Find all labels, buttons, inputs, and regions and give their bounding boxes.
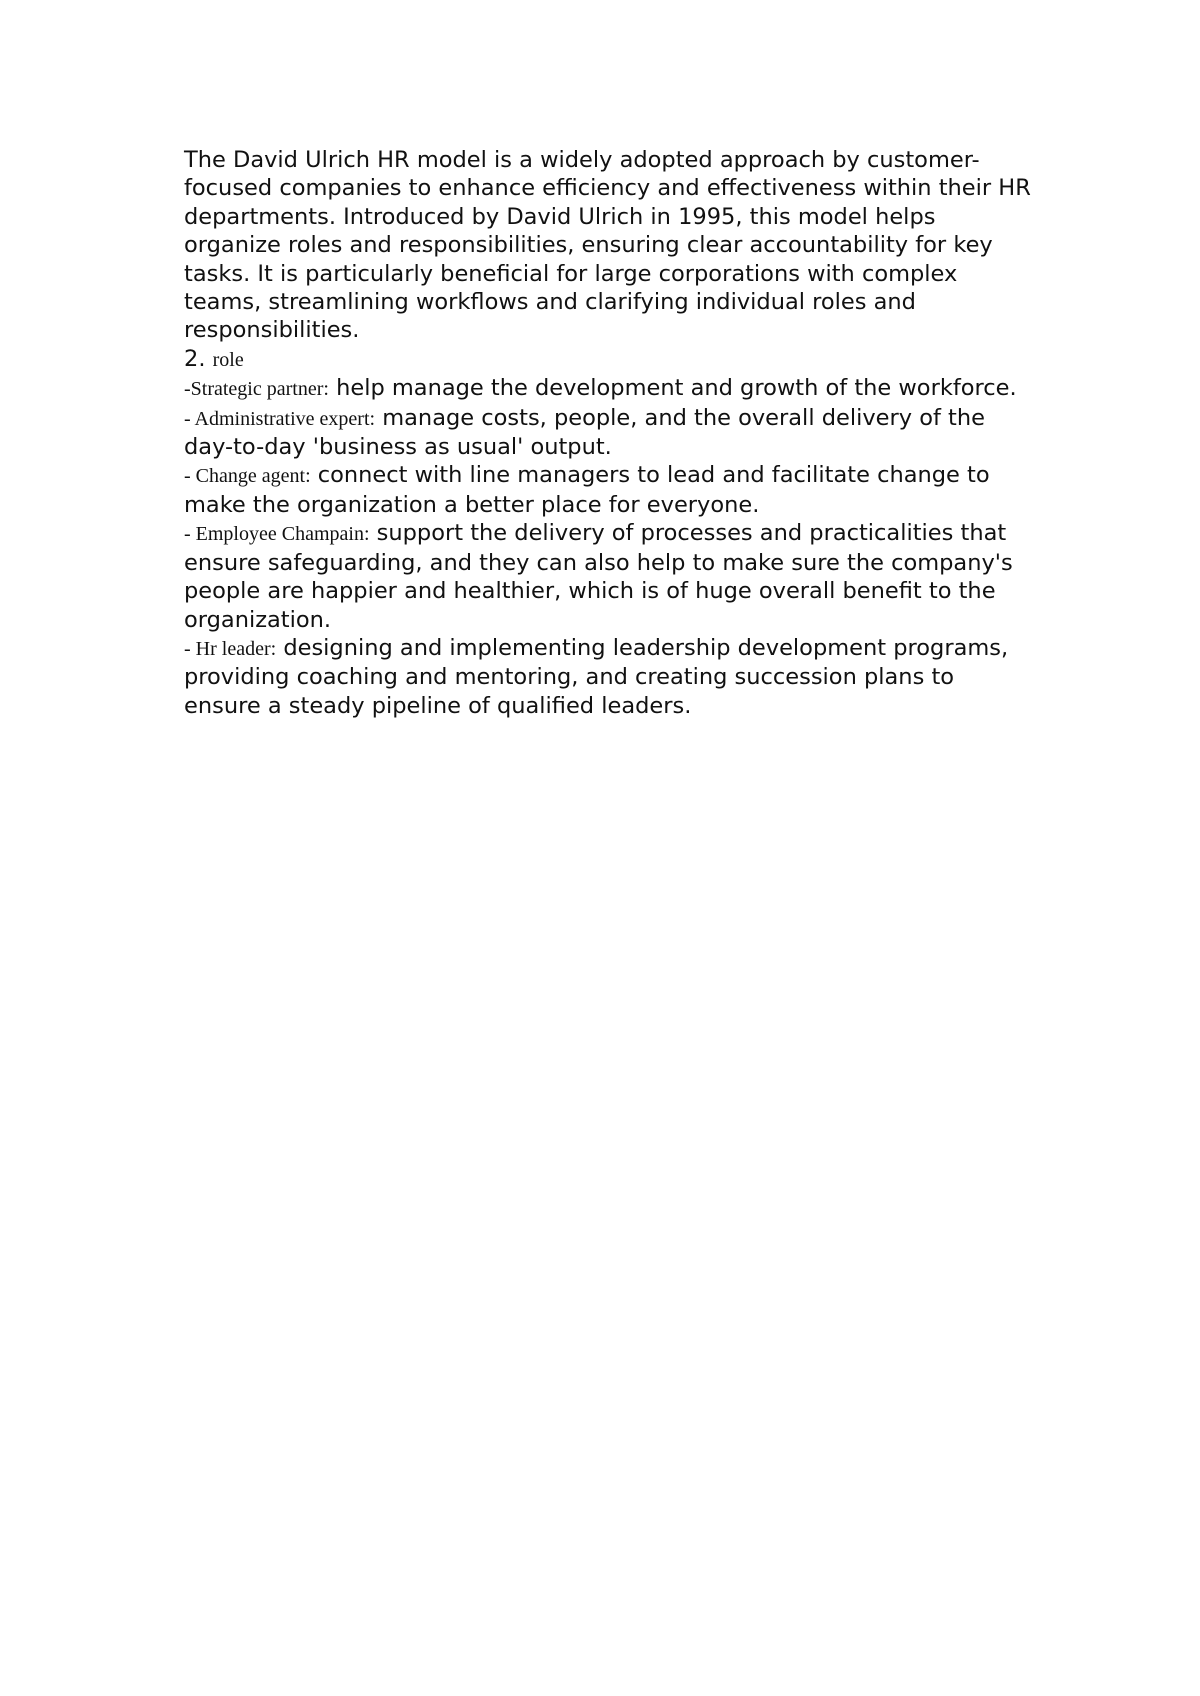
section-number: 2. xyxy=(184,345,213,372)
document-body xyxy=(184,146,1034,720)
role-description: connect with line managers to lead and facilitate change to make the organization a better place for everyone. xyxy=(184,462,990,518)
role-item-employee-champion xyxy=(184,519,1034,634)
role-description: support the delivery of processes and practicalities that ensure safeguarding, and they can also help to make sure the company's people are happier and healthier, which is of huge overall benefit to the organization. xyxy=(184,520,1013,633)
role-item-strategic-partner xyxy=(184,374,1034,403)
intro-paragraph: The David Ulrich HR model is a widely adopted approach by customer-focused companies to enhance efficiency and effectiveness within their HR departments. Introduced by David Ulrich in 1995, this model helps organize roles and responsibilities, ensuring clear accountability for key tasks. It is particularly beneficial for large corporations with complex teams, streamlining workflows and clarifying individual roles and responsibilities. xyxy=(184,147,1031,344)
role-label: - Change agent: xyxy=(184,465,311,488)
section-title: role xyxy=(212,348,244,371)
role-item-change-agent xyxy=(184,461,1034,519)
role-item-hr-leader xyxy=(184,634,1034,720)
role-label: -Strategic partner: xyxy=(184,378,329,401)
role-item-administrative-expert xyxy=(184,404,1034,462)
role-label: - Employee Champain: xyxy=(184,523,370,546)
role-description: help manage the development and growth of the workforce. xyxy=(328,375,1017,402)
role-label: - Hr leader: xyxy=(184,637,277,660)
section-heading xyxy=(184,345,1034,374)
role-label: - Administrative expert: xyxy=(184,407,376,430)
role-description: designing and implementing leadership development programs, providing coaching and mentoring, and creating succession plans to ensure a steady pipeline of qualified leaders. xyxy=(184,634,1009,719)
role-description: manage costs, people, and the overall delivery of the day-to-day 'business as usual' output. xyxy=(184,404,985,461)
